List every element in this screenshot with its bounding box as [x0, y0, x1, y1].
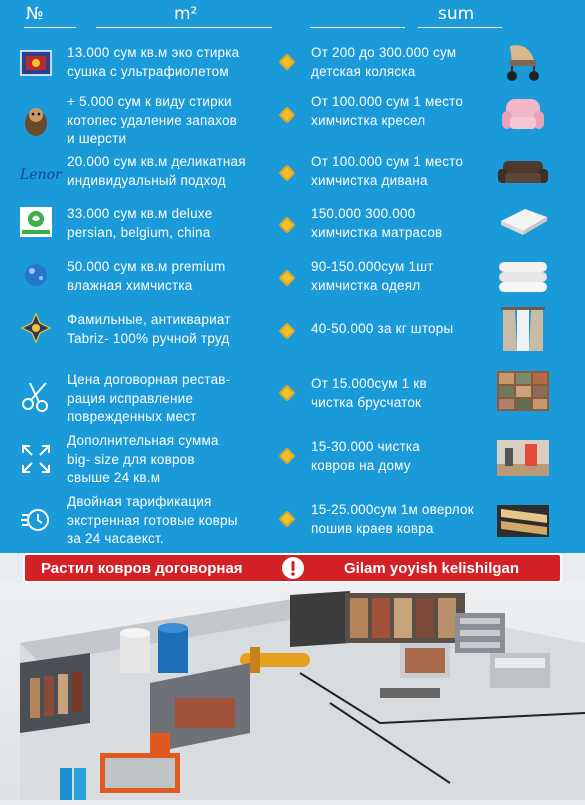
right-line: пошив краев ковра: [311, 520, 434, 536]
right-description: [311, 375, 496, 412]
diamond-bullet-icon: [279, 270, 296, 287]
banner-right-text: Gilam yoyish kelishilgan: [344, 559, 520, 577]
right-description: [311, 438, 496, 475]
right-description: [311, 205, 496, 242]
negotiable-price-banner: [23, 553, 562, 583]
svg-text:Lenor: Lenor: [20, 167, 62, 183]
diamond-bullet-icon: [279, 107, 296, 124]
header-number-label: №: [26, 4, 44, 24]
left-description: [67, 311, 272, 348]
right-description: [311, 320, 496, 339]
left-line: за 24 часаекст.: [67, 531, 164, 546]
right-line: химчистка кресел: [311, 112, 426, 128]
right-line: 15-30.000 чистка: [311, 439, 420, 454]
left-line: 50.000 сум кв.м premium: [67, 259, 226, 274]
right-line: детская коляска: [311, 63, 416, 79]
right-line: 90-150.000сум 1шт: [311, 259, 434, 274]
armchair-icon: [494, 93, 552, 137]
left-description: [67, 371, 272, 427]
left-line: сушка с ультрафиолетом: [67, 63, 229, 79]
paving-tiles-icon: [494, 369, 552, 413]
left-line: Двойная тарификация: [67, 494, 212, 509]
fast-clock-icon: [20, 505, 52, 535]
right-line: химчистка дивана: [311, 172, 428, 188]
left-line: экстренная готовые ковры: [67, 512, 238, 528]
right-line: От 15.000сум 1 кв: [311, 376, 427, 391]
factory-layout-illustration: [0, 583, 585, 800]
right-line: 150.000 300.000: [311, 206, 416, 221]
right-line: чистка брусчаток: [311, 394, 422, 410]
diamond-bullet-icon: [279, 217, 296, 234]
left-description: [67, 44, 272, 81]
left-line: и шерсти: [67, 131, 127, 146]
right-line: химчистка одеял: [311, 277, 421, 293]
right-line: 40-50.000 за кг шторы: [311, 321, 454, 336]
exclamation-icon: [281, 556, 305, 580]
header-sum-column: [418, 4, 502, 32]
left-line: рация исправление: [67, 390, 194, 406]
left-line: 33.000 сум кв.м deluxe: [67, 206, 213, 221]
diamond-bullet-icon: [279, 385, 296, 402]
home-cleaning-icon: [494, 436, 552, 480]
blanket-icon: [494, 254, 552, 298]
header-sum-label: sum: [438, 4, 475, 24]
left-description: [67, 153, 272, 190]
eco-badge-icon: [20, 207, 52, 237]
right-description: [311, 93, 496, 130]
pets-icon: [20, 105, 52, 135]
left-line: + 5.000 сум к виду стирки: [67, 94, 232, 109]
header-number-column: [24, 4, 76, 32]
left-line: 13.000 сум кв.м эко стирка: [67, 45, 240, 60]
header-m2-column: [96, 4, 272, 32]
left-description: [67, 258, 272, 295]
left-line: Дополнительная сумма: [67, 433, 219, 448]
factory-floor-drawing: [0, 583, 585, 800]
left-line: индивидуальный подход: [67, 172, 226, 188]
header-m2-label: m²: [174, 4, 198, 24]
sofa-icon: [494, 149, 552, 193]
left-description: [67, 93, 272, 149]
carpet-icon: [20, 48, 52, 78]
left-line: Фамильные, антиквариат: [67, 312, 231, 327]
carpet-edge-icon: [494, 499, 552, 543]
right-line: ковров на дому: [311, 457, 411, 473]
left-line: поврежденных мест: [67, 409, 197, 424]
diamond-bullet-icon: [279, 54, 296, 71]
expand-arrows-icon: [20, 444, 52, 474]
diamond-bullet-icon: [279, 323, 296, 340]
ornament-icon: [20, 313, 52, 343]
right-description: [311, 258, 496, 295]
left-description: [67, 493, 272, 549]
right-description: [311, 44, 496, 81]
curtains-icon: [494, 307, 552, 351]
right-line: химчистка матрасов: [311, 224, 443, 240]
left-line: persian, belgium, china: [67, 224, 211, 240]
right-line: 15-25.000сум 1м оверлок: [311, 502, 474, 517]
banner-left-text: Растил ковров договорная: [41, 559, 243, 577]
left-line: котопес удаление запахов: [67, 112, 238, 128]
left-line: 20.000 сум кв.м деликатная: [67, 154, 246, 169]
left-line: Tabriz- 100% ручной труд: [67, 330, 230, 346]
left-line: Цена договорная рестав-: [67, 372, 231, 387]
stroller-icon: [494, 40, 552, 84]
left-line: влажная химчистка: [67, 277, 193, 293]
water-splash-icon: [20, 260, 52, 290]
lenor-logo-icon: [20, 159, 62, 189]
mattress-icon: [494, 199, 552, 243]
diamond-bullet-icon: [279, 165, 296, 182]
left-description: [67, 432, 272, 488]
left-line: big- size для ковров: [67, 451, 195, 467]
right-description: [311, 153, 496, 190]
left-description: [67, 205, 272, 242]
diamond-bullet-icon: [279, 511, 296, 528]
right-line: От 100.000 сум 1 место: [311, 154, 464, 169]
scissors-icon: [20, 381, 52, 411]
right-line: От 100.000 сум 1 место: [311, 94, 464, 109]
header-spacer-column: [310, 4, 405, 32]
left-line: свыше 24 кв.м: [67, 470, 161, 485]
right-line: От 200 до 300.000 сум: [311, 45, 457, 60]
right-description: [311, 501, 496, 538]
diamond-bullet-icon: [279, 448, 296, 465]
